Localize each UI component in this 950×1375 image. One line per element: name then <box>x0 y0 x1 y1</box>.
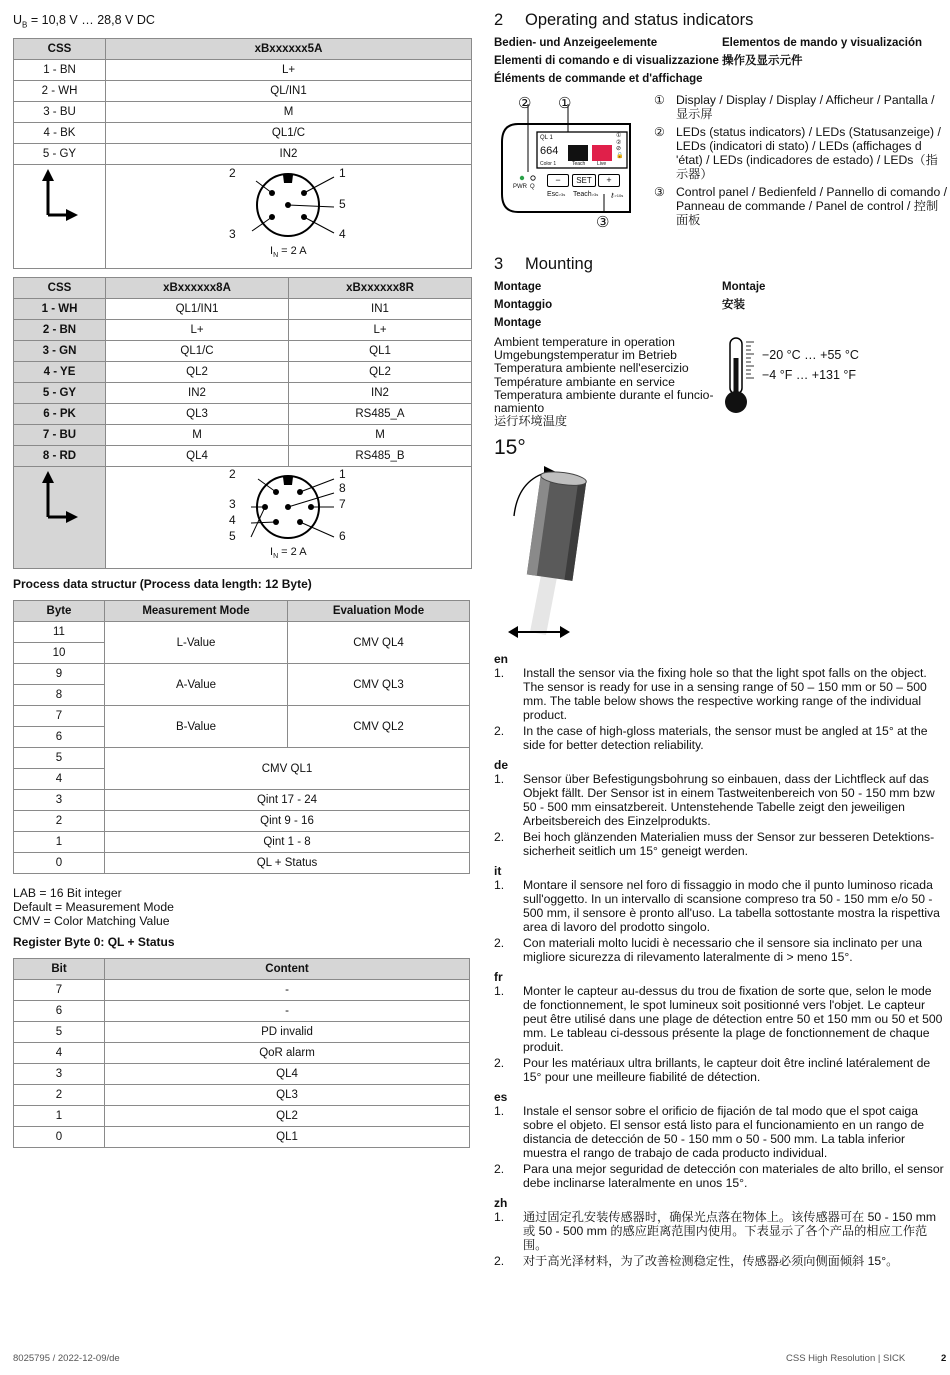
col-header: CSS <box>14 39 106 60</box>
register-title: Register Byte 0: QL + Status <box>13 935 175 949</box>
thermometer-icon <box>720 336 760 418</box>
callout-2: ② <box>518 95 532 112</box>
callout-1: ① <box>558 95 572 112</box>
current-rating: $I_N = 2$ A <box>270 245 307 260</box>
list-item: 2. Pour les matériaux ultra brillants, le capteur doit être incliné latéralement de 15° pour une meilleure fiabilité de détection. <box>494 1056 931 1084</box>
table-row: 2 Qint 9 - 16 <box>14 811 470 832</box>
pin-label: 5 <box>229 529 236 543</box>
table-row: 7 B-Value CMV QL2 <box>14 706 470 727</box>
table-row: 3 Qint 17 - 24 <box>14 790 470 811</box>
plus-key[interactable]: + <box>598 174 620 187</box>
display-value: 664 <box>540 145 559 157</box>
table-row: 1 - WH QL1/IN1 IN1 <box>14 299 472 320</box>
pin-label: 3 <box>229 227 236 241</box>
orientation-icon-cell <box>14 165 106 269</box>
register-table <box>13 958 470 1148</box>
lock-label: ⚷>10s <box>610 193 624 199</box>
pin-label: 4 <box>339 227 346 241</box>
callout-3: ③ <box>596 214 610 231</box>
connector-8pin-diagram <box>106 467 472 569</box>
section-2-subtitle-right: Elementos de mando y visualización 操作及显示元件 <box>722 37 923 67</box>
footer-product: CSS High Resolution | SICK <box>786 1353 906 1364</box>
legend-item: ① Display / Display / Display / Afficheur / Pantalla / 显示屏 <box>654 93 935 121</box>
pin-label: 8 <box>339 481 346 495</box>
table-row: 4 <box>14 769 470 790</box>
table-row: 6 <box>14 727 470 748</box>
temperature-range <box>762 345 859 385</box>
list-item: 2. In the case of high-gloss materials, the sensor must be angled at 15° at the side for better detection reliability. <box>494 724 928 752</box>
table-row: 5 - GY IN2 IN2 <box>14 383 472 404</box>
table-row: 11 L-Value CMV QL4 <box>14 622 470 643</box>
table-row: 5 PD invalid <box>14 1022 470 1043</box>
col-header: Evaluation Mode <box>288 601 470 622</box>
note-line: Default = Measurement Mode <box>13 900 174 914</box>
list-item: 1. Monter le capteur au-dessus du trou de fixation de sorte que, selon le mode de fonctionnement, le spot lumineux soit positionné vers l'objet. Le capteur peut être utilisé dans une plage de détection entre 50 et 150 mm ou 50 et 500 mm. Le tableau ci-dessous présente la plage de fonctionnement de chaque produit. <box>494 984 943 1054</box>
language-code: fr <box>494 970 503 984</box>
table-row: 9 A-Value CMV QL3 <box>14 664 470 685</box>
display-status-icons: ① ② ⊘ 🔒 <box>616 133 624 159</box>
display-color: Color 1 <box>540 161 557 167</box>
list-item: 2. 对于高光泽材料，为了改善检测稳定性，传感器必须向侧面倾斜 15°。 <box>494 1254 899 1268</box>
col-header: Bit <box>14 959 105 980</box>
list-item: 2. Con materiali molto lucidi è necessario che il sensore sia inclinato per una migliore sicurezza di rilevamento lateralmente di > meno 15°. <box>494 936 923 964</box>
q-led-label: Q <box>530 184 535 190</box>
list-item: 1. Install the sensor via the fixing hole so that the light spot falls on the object. The sensor is ready for use in a sensing range of 50 – 150 mm or 50 – 500 mm. The table below shows the respective working range of the individual product. <box>494 666 927 722</box>
table-row: 8 <box>14 685 470 706</box>
page-number: 2 <box>941 1353 947 1364</box>
language-code: en <box>494 652 509 666</box>
section-3-heading: 3 Mounting <box>494 255 593 273</box>
device-outline-icon <box>500 94 640 234</box>
corner-arrow-icon <box>14 467 105 565</box>
list-item: 1. Sensor über Befestigungsbohrung so einbauen, dass der Lichtfleck auf das Objekt fällt. Der Sensor ist in einem Tastweitenbereich von 50 - 150 mm bzw 50 - 500 mm einsatzbereit. Untenstehende Tabelle zeigt den jeweiligen Arbeitsbereich des Einzelprodukts. <box>494 772 935 828</box>
col-header: xBxxxxxx8A <box>106 278 289 299</box>
table-row: 2 - BN L+ L+ <box>14 320 472 341</box>
pin-label: 3 <box>229 497 236 511</box>
col-header: xBxxxxxx8R <box>289 278 472 299</box>
table-row: 6 - <box>14 1001 470 1022</box>
pin-label: 6 <box>339 529 346 543</box>
col-header: xBxxxxxx5A <box>106 39 472 60</box>
temperature-celsius: −20 °C … +55 °C <box>762 348 859 362</box>
orientation-icon-cell <box>14 467 106 569</box>
table-row: 1 Qint 1 - 8 <box>14 832 470 853</box>
table-row: 1 QL2 <box>14 1106 470 1127</box>
note-line: CMV = Color Matching Value <box>13 914 170 928</box>
pin-label: 5 <box>339 197 346 211</box>
language-code: es <box>494 1090 508 1104</box>
section-3-subtitle-left: Montage Montaggio Montage <box>494 281 553 329</box>
display-channel: QL 1 <box>540 135 553 141</box>
table-row: 6 - PK QL3 RS485_A <box>14 404 472 425</box>
language-code: zh <box>494 1196 508 1210</box>
col-header: Content <box>105 959 470 980</box>
table-row: 4 - YE QL2 QL2 <box>14 362 472 383</box>
language-code: de <box>494 758 509 772</box>
table-row: 3 - BU M <box>14 102 472 123</box>
pin-label: 7 <box>339 497 346 511</box>
pin-label: 4 <box>229 513 236 527</box>
connector-5pin-diagram <box>106 165 472 269</box>
temperature-fahrenheit: −4 °F … +131 °F <box>762 368 857 382</box>
mounting-instructions <box>494 648 948 1270</box>
list-item: 1. 通过固定孔安装传感器时，确保光点落在物体上。该传感器可在 50 - 150 mm 或 50 - 500 mm 的感应距离范围内使用。下表显示了各个产品的相应工作范围。 <box>494 1210 937 1252</box>
table-row: 4 QoR alarm <box>14 1043 470 1064</box>
pin-label: 1 <box>339 467 346 481</box>
connector-table-5pin <box>13 38 470 269</box>
control-panel-illustration <box>500 94 640 234</box>
table-row: 7 - BU M M <box>14 425 472 446</box>
table-row: 5 - GY IN2 <box>14 144 472 165</box>
table-row: 3 - GN QL1/C QL1 <box>14 341 472 362</box>
table-row: 0 QL + Status <box>14 853 470 874</box>
teach-label: Teach>3s <box>573 191 599 198</box>
language-code: it <box>494 864 502 878</box>
abbreviation-notes <box>13 886 174 928</box>
list-item: 1. Instale el sensor sobre el orificio de fijación de tal modo que el spot caiga sobre el objeto. El sensor está listo para el funcionamiento en un rango de distancia de detección de 50 - 150 mm o 50 - 500 mm. La tabla inferior muestra el rango de trabajo de cada producto individual. <box>494 1104 925 1160</box>
esc-label: Esc>3s <box>547 191 566 198</box>
table-row: 2 - WH QL/IN1 <box>14 81 472 102</box>
section-2-subtitle-left: Bedien- und Anzeigeelemente Elementi di comando e di visualizzazione Éléments de commande et d'affichage <box>494 37 719 85</box>
corner-arrow-icon <box>14 165 105 265</box>
note-line: LAB = 16 Bit integer <box>13 886 122 900</box>
ambient-temperature-label: Ambient temperature in operation Umgebungstemperatur im Betrieb Temperatura ambiente nell'esercizio Température ambiante en service Temperatura ambiente durante el funcio- namiento 运行环境温度 <box>494 335 714 429</box>
table-row: 1 - BN L+ <box>14 60 472 81</box>
table-row: 4 - BK QL1/C <box>14 123 472 144</box>
table-row: 10 <box>14 643 470 664</box>
current-rating: $I_N = 2$ A <box>270 546 307 561</box>
list-item: 2. Para una mejor seguridad de detección con materiales de alto brillo, el sensor debe inclinarse lateralmente en unos 15°. <box>494 1162 944 1190</box>
indicator-legend <box>654 93 949 227</box>
legend-item: ② LEDs (status indicators) / LEDs (Statusanzeige) / LEDs (indicatori di stato) / LEDs (affichages d 'état) / LEDs (indicadores de estado) / LEDs（指示器） <box>654 125 941 181</box>
list-item: 1. Montare il sensore nel foro di fissaggio in modo che il punto luminoso ricada sull'oggetto. In un intervallo di scansione compreso tra 50 - 150 mm e/o 50 - 500 mm, il sensore è pronto all'uso. La tabella sottostante mostra la rispettiva area di lavoro del prodotto singolo. <box>494 878 940 934</box>
table-row: 3 QL4 <box>14 1064 470 1085</box>
footer-doc-id: 8025795 / 2022-12-09/de <box>13 1353 120 1364</box>
lock-icon: ⚷ <box>610 193 615 199</box>
list-item: 2. Bei hoch glänzenden Materialien muss der Sensor zur besseren Detektions-sicherheit seitlich um 15° geneigt werden. <box>494 830 935 858</box>
col-header: Measurement Mode <box>105 601 288 622</box>
section-2-heading: 2 Operating and status indicators <box>494 11 754 29</box>
table-row: 7 - <box>14 980 470 1001</box>
col-header: Byte <box>14 601 105 622</box>
pwr-led-label: PWR <box>513 184 527 190</box>
table-row: 0 QL1 <box>14 1127 470 1148</box>
section-3-subtitle-right: Montaje 安装 <box>722 281 766 311</box>
legend-item: ③ Control panel / Bedienfeld / Pannello di comando / Panneau de commande / Panel de control / 控制面板 <box>654 185 948 227</box>
table-row: 2 QL3 <box>14 1085 470 1106</box>
pin-label: 2 <box>229 467 236 481</box>
supply-voltage: $U_B = 10,8$ V … 28,8 V DC <box>13 13 155 30</box>
col-header: CSS <box>14 278 106 299</box>
table-row: 8 - RD QL4 RS485_B <box>14 446 472 467</box>
sensor-tilt-illustration <box>500 460 590 645</box>
process-data-title: Process data structur (Process data length: 12 Byte) <box>13 577 312 591</box>
set-key[interactable]: SET <box>572 174 596 187</box>
display-live: Live <box>597 161 607 167</box>
connector-table-8pin <box>13 277 470 569</box>
process-data-table <box>13 600 470 874</box>
pin-label: 1 <box>339 166 346 180</box>
table-row: 5 CMV QL1 <box>14 748 470 769</box>
display-teach: Teach <box>572 161 586 167</box>
tilt-angle: 15° <box>494 436 526 459</box>
pin-label: 2 <box>229 166 236 180</box>
minus-key[interactable]: − <box>547 174 569 187</box>
